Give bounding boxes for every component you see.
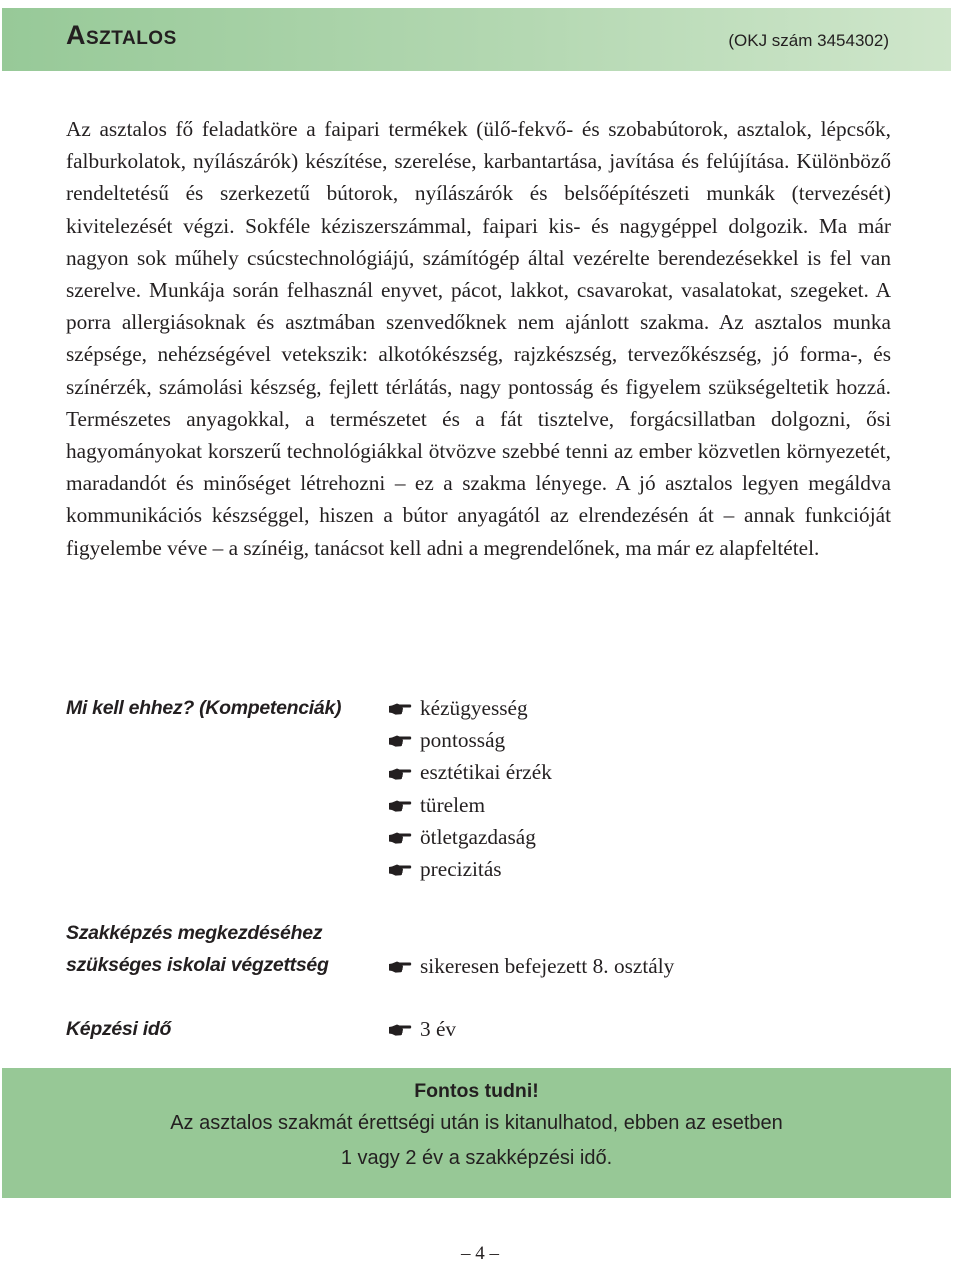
- pointing-hand-icon: [388, 699, 412, 717]
- competency-item: türelem: [420, 792, 486, 817]
- notice-title: Fontos tudni!: [414, 1080, 539, 1102]
- education-label-line1: Szakképzés megkezdéséhez: [66, 922, 323, 944]
- pointing-hand-icon: [388, 828, 412, 846]
- education-list: [388, 950, 674, 982]
- notice-text-line1: Az asztalos szakmát érettségi után is kitanulhatod, ebben az esetben: [170, 1112, 783, 1134]
- competency-item: precizitás: [420, 857, 502, 882]
- pointing-hand-icon: [388, 1020, 412, 1038]
- duration-value: 3 év: [420, 1017, 457, 1041]
- okj-number: (OKJ szám 3454302): [728, 31, 889, 50]
- competency-item: ötletgazdaság: [420, 824, 536, 849]
- header-bar: [2, 8, 951, 71]
- pointing-hand-icon: [388, 764, 412, 782]
- list-item: [388, 756, 552, 788]
- list-item: [388, 692, 552, 724]
- pointing-hand-icon: [388, 796, 412, 814]
- education-value: sikeresen befejezett 8. osztály: [420, 954, 675, 978]
- list-item: [388, 950, 674, 982]
- competency-item: pontosság: [420, 728, 506, 753]
- notice-box: [2, 1068, 951, 1198]
- notice-text-line2: 1 vagy 2 év a szakképzési idő.: [340, 1147, 613, 1169]
- duration-list: [388, 1013, 456, 1045]
- intro-paragraph: Az asztalos fő feladatköre a faipari termékek (ülő-fekvő- és szobabútorok, asztalok, lépcsők, falburkolatok, nyílászárók) készítése, szerelése, karbantartása, javítása és felújítása. Különböző rendeltetésű és szerkezetű bútorok, nyílászárók és belsőépítészeti munkák (tervezését) kivitelezését végzi. Sokféle kéziszerszámmal, faipari kis- és nagygéppel dolgozik. Ma már nagyon sok műhely csúcstechnológiájú, számítógép által vezérelte berendezésekkel is fel van szerelve. Munkája során felhasznál enyvet, pácot, lakkot, csavarokat, vasalatokat, szegeket. A porra allergiásoknak és asztmában szenvedőknek nem ajánlott szakma. Az asztalos munka szépsége, nehézségével vetekszik: alkotókészség, rajzkészség, tervezőkészség, jó forma-, és színérzék, számolási készség, fejlett térlátás, nagy pontosság és figyelem szükségeltetik hozzá. Természetes anyagokkal, a természetet és a fát tisztelve, forgácsillatban dolgozni, ősi hagyományokat korszerű technológiákkal ötvözve szebbé tenni az ember közvetlen környezetét, maradandót és minőséget létrehozni – ez a szakma lényege. A jó asztalos legyen megáldva kommunikációs készséggel, hiszen a bútor anyagától az elrendezésén át – annak funkcióját figyelembe véve – a színéig, tanácsot kell adni a megrendelőnek, ma már ez alapfeltétel.: [66, 117, 891, 560]
- page-title: Asztalos: [66, 20, 177, 50]
- pointing-hand-icon: [388, 731, 412, 749]
- competencies-list: [388, 692, 552, 885]
- competency-item: kézügyesség: [420, 696, 528, 720]
- education-label-line2: szükséges iskolai végzettség: [66, 954, 329, 976]
- list-item: [388, 724, 552, 756]
- pointing-hand-icon: [388, 957, 412, 975]
- page-number: – 4 –: [461, 1243, 499, 1264]
- pointing-hand-icon: [388, 860, 412, 878]
- list-item: [388, 853, 552, 885]
- list-item: [388, 1013, 456, 1045]
- list-item: [388, 789, 552, 821]
- competency-item: esztétikai érzék: [420, 760, 552, 785]
- competencies-label: Mi kell ehhez? (Kompetenciák): [66, 697, 342, 719]
- duration-label: Képzési idő: [66, 1018, 172, 1040]
- list-item: [388, 821, 552, 853]
